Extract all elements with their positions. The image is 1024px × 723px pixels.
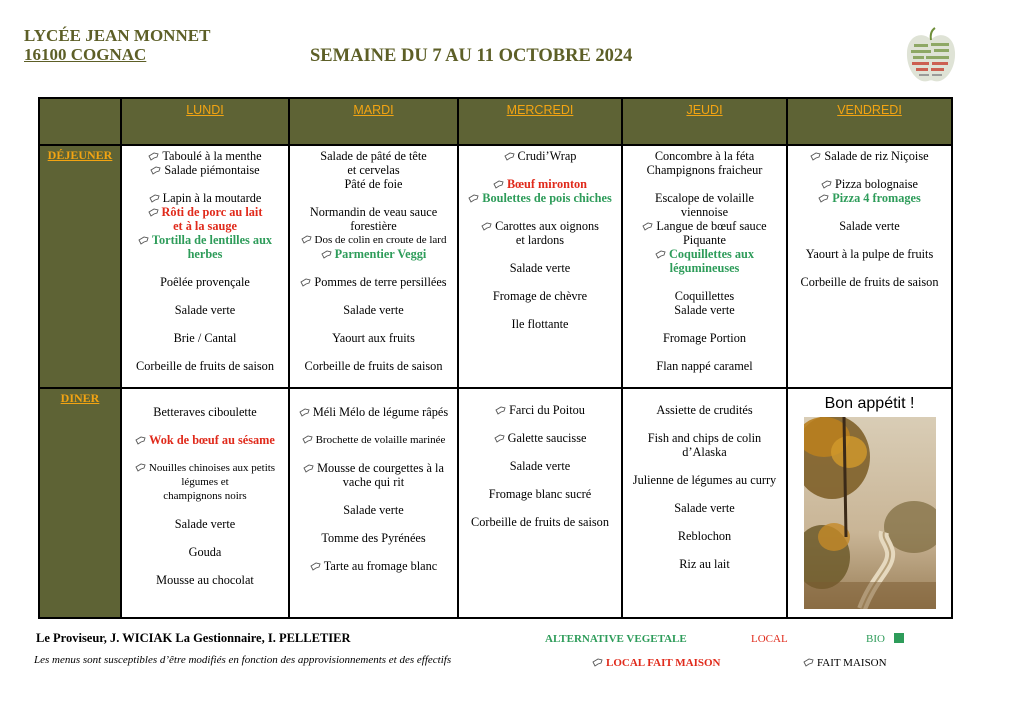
menu-item: Salade de riz Niçoise <box>790 149 949 163</box>
menu-item: Fromage Portion <box>663 331 746 345</box>
hand-pointing-icon <box>300 278 311 287</box>
menu-item-local: Rôti de porc au lait <box>124 205 286 219</box>
menu-item: Corbeille de fruits de saison <box>304 359 443 373</box>
menu-item: Riz au lait <box>679 557 730 571</box>
menu-item-local: Bœuf mironton <box>461 177 619 191</box>
day-header-lundi: LUNDI <box>121 98 289 145</box>
lunch-vendredi <box>787 145 952 388</box>
legend-local: LOCAL <box>751 633 788 645</box>
menu-item: et cervelas <box>347 163 400 177</box>
menu-table <box>38 97 953 619</box>
menu-item: Assiette de crudités <box>656 403 753 417</box>
week-title: SEMAINE DU 7 AU 11 OCTOBRE 2024 <box>310 46 633 66</box>
menu-item: Yaourt à la pulpe de fruits <box>805 247 934 261</box>
menu-item: Ile flottante <box>511 317 569 331</box>
dinner-label: DINER <box>60 391 100 405</box>
menu-item: Langue de bœuf sauce <box>625 219 784 233</box>
hand-pointing-icon <box>818 194 829 203</box>
menu-item: Brie / Cantal <box>173 331 237 345</box>
menu-item: Escalope de volaille <box>654 191 755 205</box>
menu-item: Salade verte <box>343 503 404 517</box>
menu-item: Poêlée provençale <box>160 275 250 289</box>
menu-item: Normandin de veau sauce forestière <box>309 205 438 233</box>
legend-bio <box>866 633 904 645</box>
apple-logo-icon <box>904 26 958 86</box>
hand-pointing-icon <box>592 658 603 667</box>
hand-pointing-icon <box>493 180 504 189</box>
lunch-label-cell <box>39 145 121 388</box>
hand-pointing-icon <box>148 152 159 161</box>
menu-item: Fromage blanc sucré <box>488 487 592 501</box>
hand-pointing-icon <box>494 434 505 443</box>
hand-pointing-icon <box>481 222 492 231</box>
menu-item: Corbeille de fruits de saison <box>136 359 274 373</box>
menu-item: Carottes aux oignons <box>461 219 619 233</box>
hand-pointing-icon <box>468 194 479 203</box>
menu-item: Corbeille de fruits de saison <box>800 275 939 289</box>
menu-item-vegetal: Parmentier Veggi <box>292 247 455 261</box>
dinner-label-cell <box>39 388 121 618</box>
school-name: LYCÉE JEAN MONNET <box>24 26 211 45</box>
menu-item: Betteraves ciboulette <box>153 405 257 419</box>
hand-pointing-icon <box>303 464 314 473</box>
menu-item: Salade piémontaise <box>124 163 286 177</box>
menu-item: Dos de colin en croute de lard <box>292 233 455 247</box>
menu-item: Reblochon <box>677 529 732 543</box>
menu-item: Crudi’Wrap <box>461 149 619 163</box>
hand-pointing-icon <box>310 562 321 571</box>
corner-cell <box>39 98 121 145</box>
hand-pointing-icon <box>149 194 160 203</box>
menu-item: Nouilles chinoises aux petits légumes et <box>124 461 286 489</box>
menu-item: Yaourt aux fruits <box>332 331 415 345</box>
hand-pointing-icon <box>299 408 310 417</box>
menu-item: Salade verte <box>674 303 735 317</box>
hand-pointing-icon <box>138 236 149 245</box>
menu-item: Salade verte <box>174 303 236 317</box>
menu-item: Pâté de foie <box>344 177 403 191</box>
legend-fait-maison: FAIT MAISON <box>803 657 887 669</box>
menu-item: Corbeille de fruits de saison <box>471 515 609 529</box>
menu-item: Salade verte <box>174 517 236 531</box>
menu-item: champignons noirs <box>163 490 247 502</box>
menu-item: Salade verte <box>509 459 571 473</box>
hand-pointing-icon <box>135 463 146 472</box>
footer-signatures: Le Proviseur, J. WICIAK La Gestionnaire, I. PELLETIER <box>36 631 351 645</box>
dinner-vendredi <box>787 388 952 618</box>
menu-item: Brochette de volaille marinée <box>292 433 455 447</box>
menu-item: Fish and chips de colin d’Alaska <box>647 431 762 459</box>
menu-item-local: et à la sauge <box>173 219 237 233</box>
menu-item: Pommes de terre persillées <box>292 275 455 289</box>
menu-item: Salade verte <box>343 303 404 317</box>
legend-bio-label: BIO <box>866 633 885 645</box>
dinner-mercredi <box>458 388 622 618</box>
day-header-vendredi: VENDREDI <box>787 98 952 145</box>
menu-item: Tomme des Pyrénées <box>321 531 426 545</box>
lunch-label: DÉJEUNER <box>47 148 113 162</box>
hand-pointing-icon <box>642 222 653 231</box>
menu-item: Fromage de chèvre <box>492 289 588 303</box>
lunch-mardi <box>289 145 458 388</box>
dinner-jeudi <box>622 388 787 618</box>
school-city: 16100 COGNAC <box>24 45 147 64</box>
legend-vegetal: ALTERNATIVE VEGETALE <box>545 633 687 645</box>
menu-item: Gouda <box>188 545 222 559</box>
menu-item: Salade verte <box>674 501 735 515</box>
hand-pointing-icon <box>321 250 332 259</box>
menu-item-vegetal: Coquillettes aux légumineuses <box>625 247 784 275</box>
dinner-mardi <box>289 388 458 618</box>
lunch-lundi <box>121 145 289 388</box>
menu-item: Taboulé à la menthe <box>124 149 286 163</box>
lunch-jeudi <box>622 145 787 388</box>
menu-item: Pizza bolognaise <box>790 177 949 191</box>
legend-local-fait-maison: LOCAL FAIT MAISON <box>592 657 721 669</box>
bio-leaf-icon <box>894 633 904 643</box>
menu-item: Mousse de courgettes à la vache qui rit <box>292 461 455 489</box>
menu-item: Piquante <box>682 233 727 247</box>
menu-item-vegetal: Boulettes de pois chiches <box>461 191 619 205</box>
day-header-jeudi: JEUDI <box>622 98 787 145</box>
hand-pointing-icon <box>495 406 506 415</box>
menu-item-vegetal: Tortilla de lentilles aux herbes <box>124 233 286 261</box>
hand-pointing-icon <box>810 152 821 161</box>
menu-item: et lardons <box>515 233 565 247</box>
dinner-row <box>39 388 952 618</box>
hand-pointing-icon <box>135 436 146 445</box>
menu-item: Julienne de légumes au curry <box>632 473 777 487</box>
menu-item: Salade de pâté de tête <box>320 149 427 163</box>
menu-item: Champignons fraicheur <box>646 163 763 177</box>
menu-item: Lapin à la moutarde <box>124 191 286 205</box>
autumn-path-image <box>804 417 936 609</box>
hand-pointing-icon <box>150 166 161 175</box>
hand-pointing-icon <box>655 250 666 259</box>
day-header-mercredi: MERCREDI <box>458 98 622 145</box>
school-header <box>24 26 210 64</box>
menu-item: viennoise <box>680 205 729 219</box>
menu-item: Salade verte <box>509 261 571 275</box>
menu-item: Tarte au fromage blanc <box>292 559 455 573</box>
lunch-mercredi <box>458 145 622 388</box>
hand-pointing-icon <box>821 180 832 189</box>
hand-pointing-icon <box>302 435 313 444</box>
footer-note: Les menus sont susceptibles d’être modifiés en fonction des approvisionnements et des effectifs <box>34 654 452 666</box>
menu-item: Farci du Poitou <box>461 403 619 417</box>
menu-item: Salade verte <box>839 219 900 233</box>
days-header-row <box>39 98 952 145</box>
menu-item-local: Wok de bœuf au sésame <box>124 433 286 447</box>
hand-pointing-icon <box>803 658 814 667</box>
hand-pointing-icon <box>148 208 159 217</box>
menu-item: Méli Mélo de légume râpés <box>292 405 455 419</box>
lunch-row <box>39 145 952 388</box>
menu-item: Concombre à la féta <box>654 149 755 163</box>
hand-pointing-icon <box>301 235 312 244</box>
day-header-mardi: MARDI <box>289 98 458 145</box>
menu-item: Coquillettes <box>674 289 735 303</box>
menu-item: Mousse au chocolat <box>156 573 254 587</box>
menu-item: Flan nappé caramel <box>656 359 753 373</box>
menu-item-vegetal: Pizza 4 fromages <box>790 191 949 205</box>
hand-pointing-icon <box>504 152 515 161</box>
bon-appetit-text: Bon appétit ! <box>824 395 915 412</box>
dinner-lundi <box>121 388 289 618</box>
menu-item: Galette saucisse <box>461 431 619 445</box>
